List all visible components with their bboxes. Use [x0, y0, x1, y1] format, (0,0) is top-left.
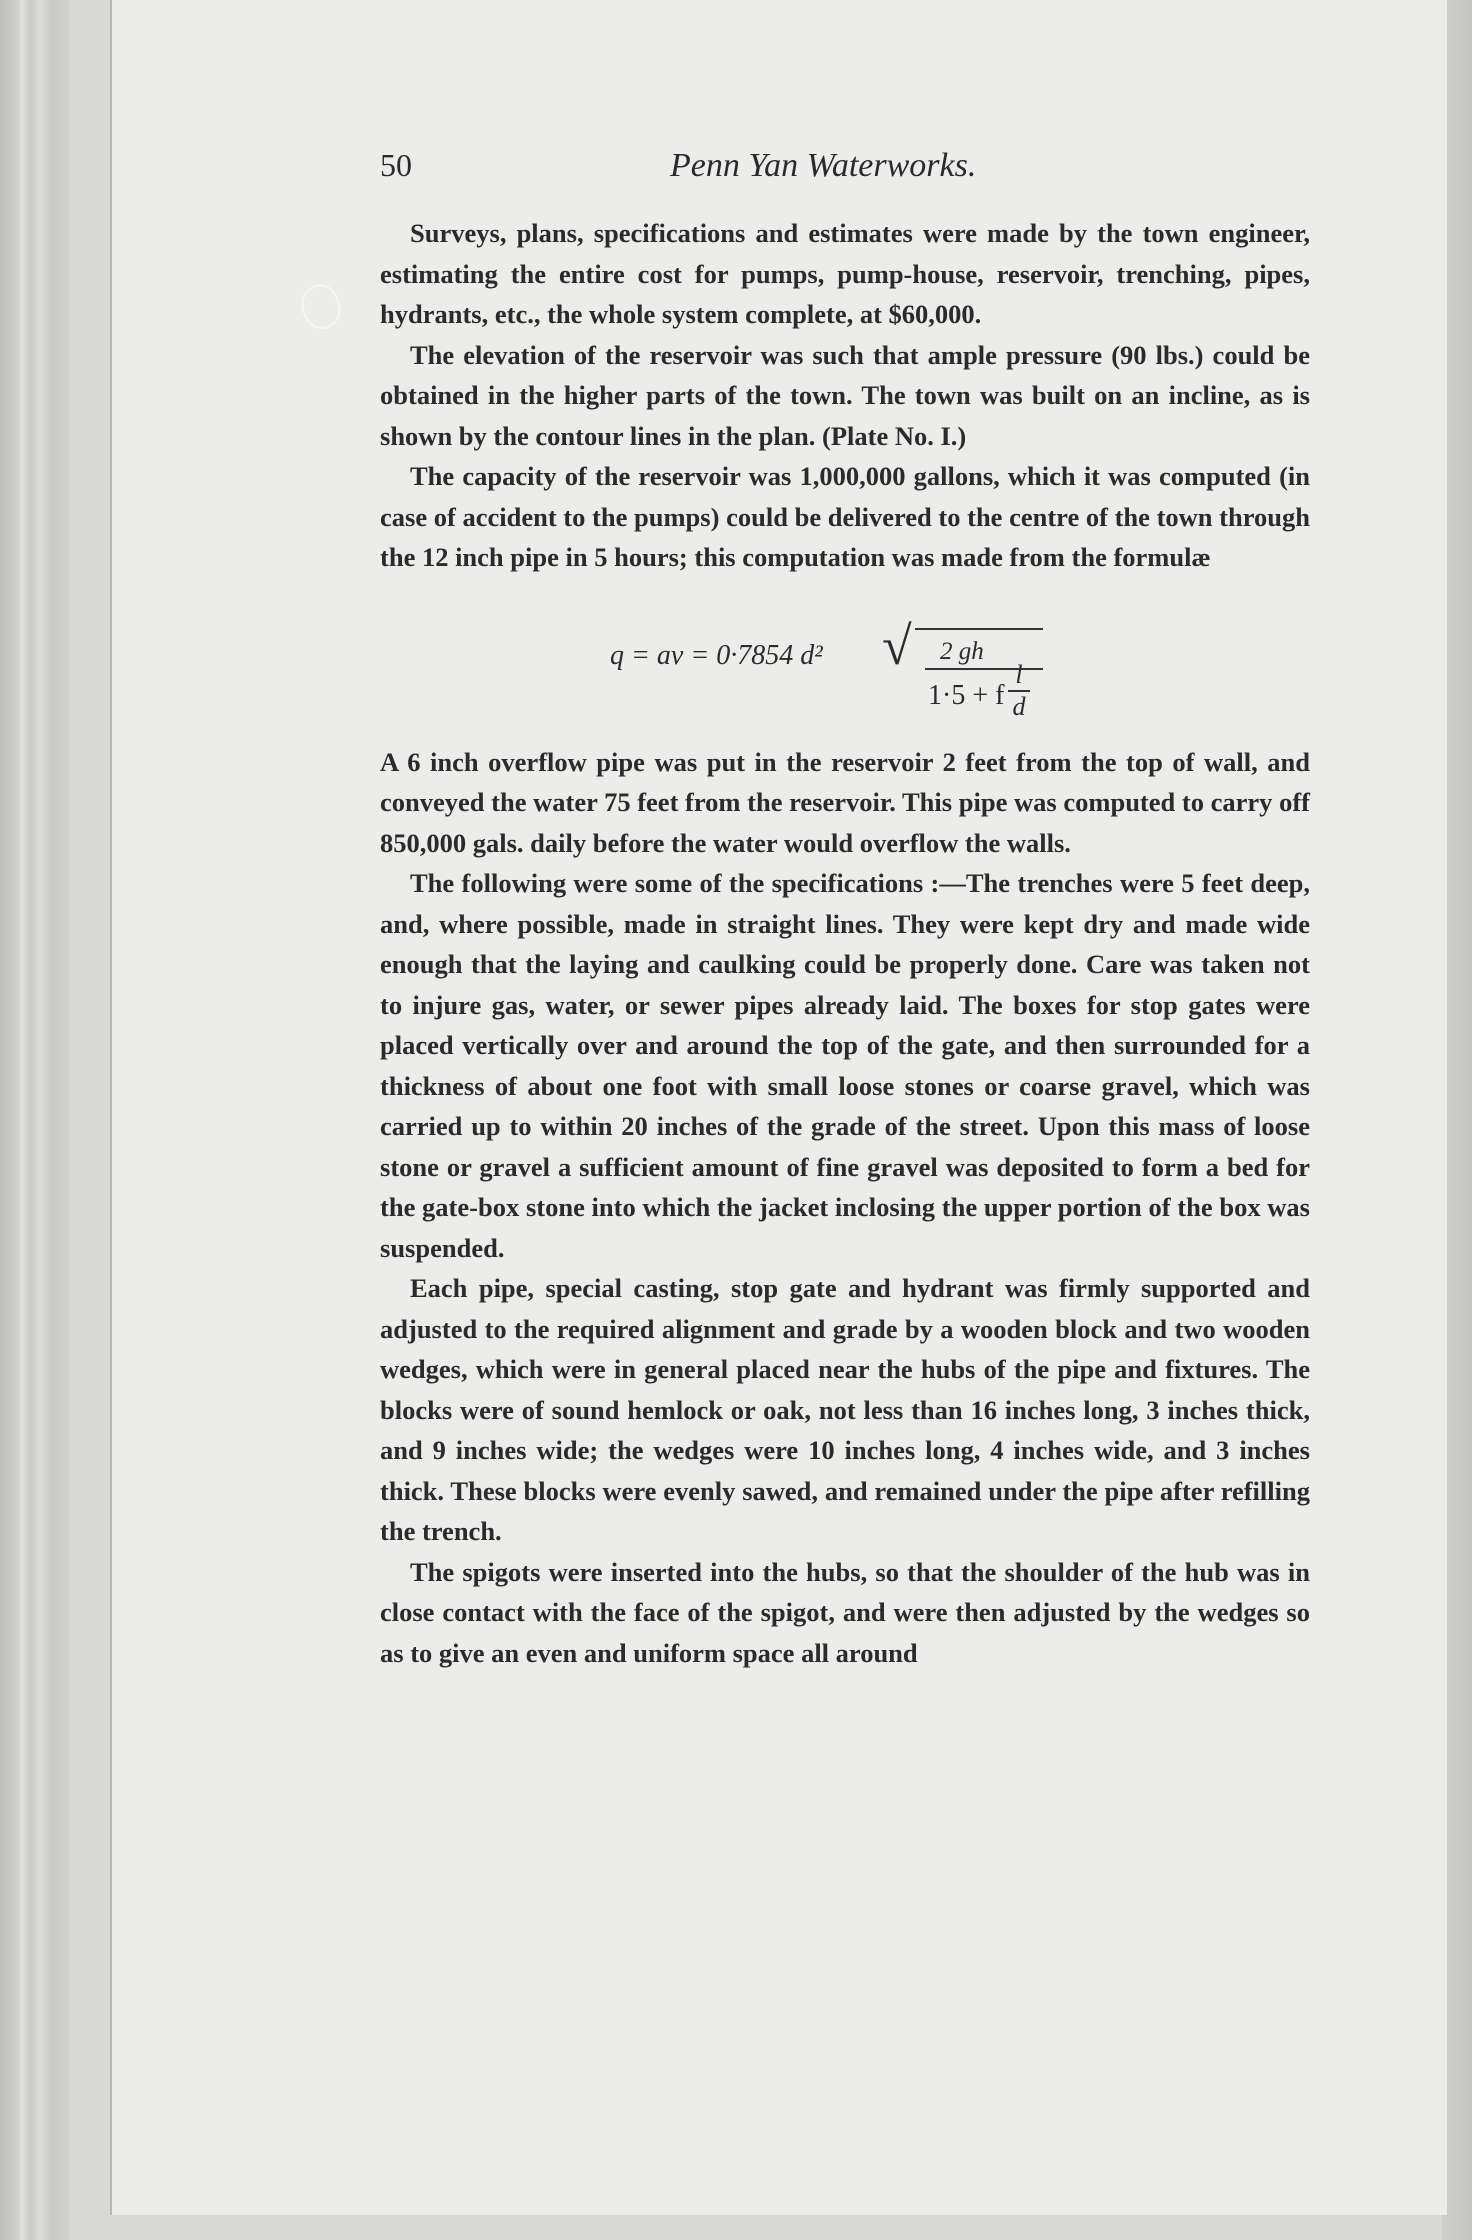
body-text — [380, 213, 1310, 1673]
page-header — [380, 147, 1340, 197]
paragraph-7: The spigots were inserted into the hubs, so that the shoulder of the hub was in close contact with the face of the spigot, and were then adjusted by the wedges so as to give an even and uniform space all around — [380, 1556, 1310, 1668]
paragraph-3: The capacity of the reservoir was 1,000,000 gallons, which it was computed (in case of accident to the pumps) could be delivered to the centre of the town through the 12 inch pipe in 5 hours; this computation was made from the formulæ — [380, 461, 1310, 572]
formula-l-over-d — [1008, 659, 1030, 721]
page-number: 50 — [380, 147, 412, 183]
paragraph-2: The elevation of the reservoir was such that ample pressure (90 lbs.) could be obtained in the higher parts of the town. The town was built on an incline, as is shown by the contour lines in the plan. (Plate No. I.) — [380, 339, 1310, 451]
formula-left: q = av = 0·7854 d² — [610, 639, 823, 671]
formula-denominator: 1·5 + f — [928, 679, 1005, 711]
paragraph-1: Surveys, plans, specifications and estimates were made by the town engineer, estimating the entire cost for pumps, pump-house, reservoir, trenching, pipes, hydrants, etc., the whole system complete, at $60,000. — [380, 218, 1310, 329]
paper-blemish — [294, 279, 347, 335]
formula-d: d — [1012, 691, 1026, 721]
radical-sign: √ — [882, 615, 912, 676]
formula-l: l — [1015, 659, 1023, 689]
running-title: Penn Yan Waterworks. — [670, 147, 977, 184]
scan-edge-left — [0, 0, 70, 2240]
paragraph-5: The following were some of the specifications :—The trenches were 5 feet deep, and, where possible, made in straight lines. They were kept dry and made wide enough that the laying and caulking could be properly done. Care was taken not to injure gas, water, or sewer pipes already laid. The boxes for stop gates were placed vertically over and around the top of the gate, and then surrounded for a thickness of about one foot with small loose stones or coarse gravel, which was carried up to within 20 inches of the grade of the street. Upon this mass of loose stone or gravel a sufficient amount of fine gravel was deposited to form a bed for the gate-box stone into which the jacket inclosing the upper portion of the box was suspended. — [380, 868, 1310, 1263]
formula — [380, 592, 1310, 732]
paragraph-4: A 6 inch overflow pipe was put in the reservoir 2 feet from the top of wall, and conveyed the water 75 feet from the reservoir. This pipe was computed to carry off 850,000 gals. daily before the water would overflow the walls. — [380, 746, 1310, 858]
formula-numerator: 2 gh — [940, 637, 984, 665]
paragraph-6: Each pipe, special casting, stop gate and hydrant was firmly supported and adjusted to the required alignment and grade by a wooden block and two wooden wedges, which were in general placed near the hubs of the pipe and fixtures. The blocks were of sound hemlock or oak, not less than 16 inches long, 3 inches thick, and 9 inches wide; the wedges were 10 inches long, 4 inches wide, and 3 inches thick. These blocks were evenly sawed, and remained under the pipe after refilling the trench. — [380, 1273, 1310, 1546]
radical-bar — [915, 628, 1043, 630]
